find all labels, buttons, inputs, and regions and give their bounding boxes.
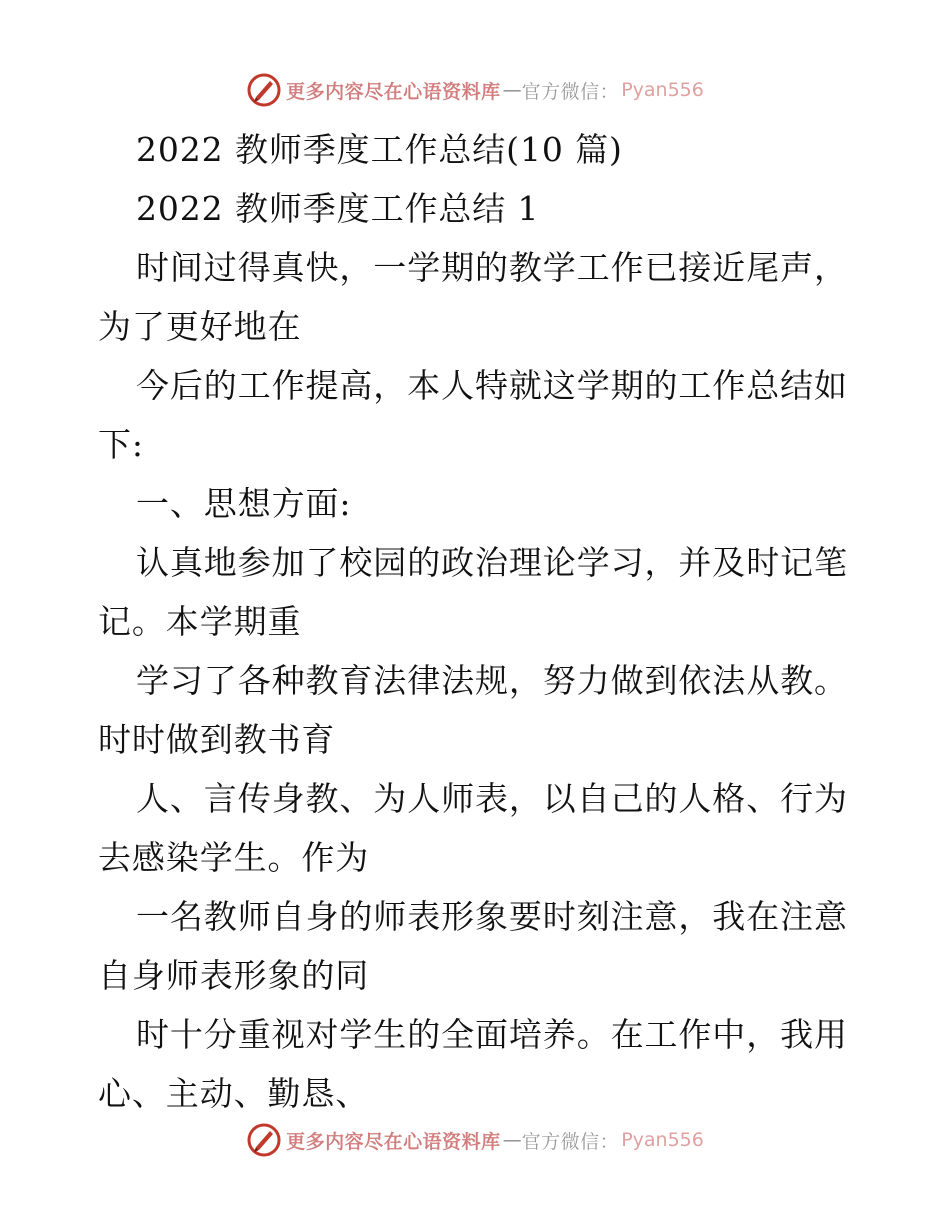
banner-text: 更多内容尽在心语资料库 bbox=[286, 80, 501, 103]
banner-dash: — bbox=[502, 79, 520, 101]
document-body bbox=[98, 120, 858, 1123]
text-line: 人、言传身教、为人师表，以自己的人格、行为 bbox=[136, 779, 848, 818]
banner-dash: — bbox=[502, 1129, 520, 1151]
text-line: 时时做到教书育 bbox=[98, 720, 336, 759]
text-line: 认真地参加了校园的政治理论学习，并及时记笔 bbox=[136, 543, 848, 582]
text-line: 学习了各种教育法律法规，努力做到依法从教。 bbox=[136, 661, 848, 700]
text-line: 一、思想方面: bbox=[136, 484, 352, 523]
document-subtitle: 2022 教师季度工作总结 1 bbox=[136, 189, 540, 228]
paragraph-lines bbox=[98, 238, 858, 1123]
banner-wechat-id: Pyan556 bbox=[621, 79, 704, 101]
text-line: 一名教师自身的师表形象要时刻注意，我在注意 bbox=[136, 897, 848, 936]
banner-wechat-label: 官方微信： bbox=[521, 80, 620, 103]
pen-logo-icon bbox=[246, 72, 282, 108]
text-line: 下: bbox=[98, 425, 144, 464]
banner-text: 更多内容尽在心语资料库 bbox=[286, 1130, 501, 1153]
text-line: 今后的工作提高，本人特就这学期的工作总结如 bbox=[136, 366, 848, 405]
text-line: 自身师表形象的同 bbox=[98, 956, 370, 995]
pen-logo-icon bbox=[246, 1122, 282, 1158]
text-line: 为了更好地在 bbox=[98, 307, 302, 346]
banner-wechat-label: 官方微信： bbox=[521, 1130, 620, 1153]
text-line: 时十分重视对学生的全面培养。在工作中，我用 bbox=[136, 1015, 848, 1054]
banner-wechat-id: Pyan556 bbox=[621, 1129, 704, 1151]
footer-watermark-banner bbox=[0, 1118, 950, 1162]
header-watermark-banner bbox=[0, 68, 950, 112]
text-line: 去感染学生。作为 bbox=[98, 838, 370, 877]
text-line: 心、主动、勤恳、 bbox=[98, 1074, 370, 1113]
text-line: 记。本学期重 bbox=[98, 602, 302, 641]
document-title: 2022 教师季度工作总结(10 篇) bbox=[136, 130, 623, 169]
text-line: 时间过得真快，一学期的教学工作已接近尾声， bbox=[136, 248, 848, 287]
